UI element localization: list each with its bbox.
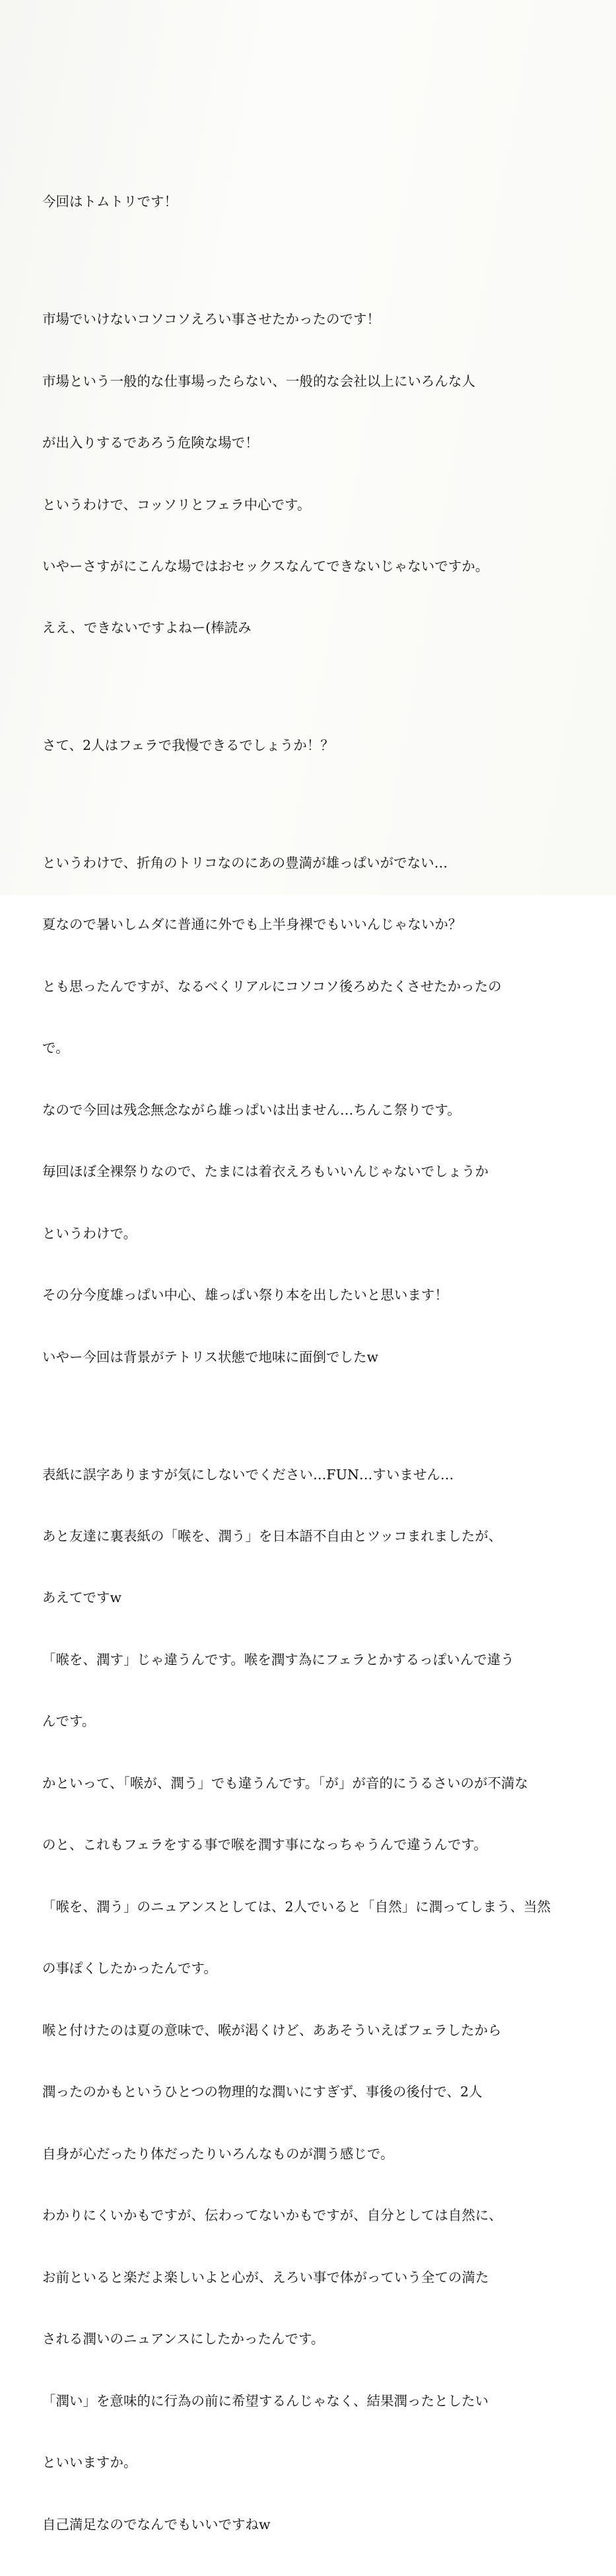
text-line: が出入りするであろう危険な場で！ [42,435,259,451]
text-line: のと、これもフェラをする事で喉を潤す事になっちゃうんで違うんです。 [42,1837,487,1853]
text-line: 毎回ほぼ全裸祭りなので、たまには着衣えろもいいんじゃないでしょうか [42,1163,489,1180]
text-line: 「喉を、潤す」じゃ違うんです。喉を潤す為にフェラとかするっぽいんで違う [42,1651,514,1668]
text-line: んです。 [42,1713,96,1730]
text-line: 潤ったのかもというひとつの物理的な潤いにすぎず、事後の後付で、2人 [42,2084,483,2100]
text-line: で。 [42,1040,69,1056]
text-line: 表紙に誤字ありますが気にしないでください…FUN…すいません… [42,1466,454,1483]
text-line: 「喉を、潤う」のニュアンスとしては、2人でいると「自然」に潤ってしまう、当然 [42,1898,551,1915]
text-line: 今回はトムトリです！ [42,194,178,210]
text-line: 自己満足なのでなんでもいいですねw [42,2516,271,2532]
text-line: の事ぽくしたかったんです。 [42,1960,217,1977]
text-line: お前といると楽だよ楽しいよと心が、えろい事で体がっていう全ての満た [42,2269,489,2285]
paragraph-setting [42,268,584,680]
paragraph-question [42,694,584,797]
text-line: あと友達に裏表紙の「喉を、潤う」を日本語不自由とツッコまれましたが、 [42,1528,502,1544]
text-line: その分今度雄っぱい中心、雄っぱい祭り本を出したいと思います！ [42,1287,448,1304]
text-line: ええ、できないですよねー(棒読み [42,620,252,636]
text-line: かといって、「喉が、潤う」でも違うんです。「が」が音的にうるさいのが不満な [42,1775,528,1791]
text-line: 夏なので暑いしムダに普通に外でも上半身裸でもいいんじゃないか？ [42,916,462,933]
text-line: さて、2人はフェラで我慢できるでしょうか！？ [42,737,334,754]
afterword-text-block [42,151,584,2576]
text-line: 市場でいけないコソコソえろい事させたかったのです！ [42,311,381,328]
text-line: なので今回は残念無念ながら雄っぱいは出ません…ちんこ祭りです。 [42,1101,461,1118]
text-line: というわけで、コッソリとフェラ中心です。 [42,496,311,513]
text-line: 「潤い」を意味的に行為の前に希望するんじゃなく、結果潤ったとしたい [42,2392,489,2409]
text-line: といいますか。 [42,2454,137,2471]
text-line: というわけで、折角のトリコなのにあの豊満が雄っぱいがでない… [42,855,448,871]
text-line: 市場という一般的な仕事場ったらない、一般的な会社以上にいろんな人 [42,373,475,389]
paragraph-intro [42,151,584,254]
paragraph-title-notes [42,1423,584,2576]
text-line: というわけで。 [42,1225,137,1241]
text-line: 喉と付けたのは夏の意味で、喉が渇くけど、ああそういえばフェラしたから [42,2022,502,2038]
text-line: いやー今回は背景がテトリス状態で地味に面倒でしたw [42,1348,379,1365]
text-line: あえてですw [42,1590,122,1606]
paragraph-design-notes [42,812,584,1409]
text-line: される潤いのニュアンスにしたかったんです。 [42,2331,325,2347]
text-line: とも思ったんですが、なるべくリアルにコソコソ後ろめたくさせたかったの [42,978,502,994]
text-line: いやーさすがにこんな場ではおセックスなんてできないじゃないですか。 [42,558,489,574]
text-line: わかりにくいかもですが、伝わってないかもですが、自分としては自然に、 [42,2207,502,2224]
text-line: 自身が心だったり体だったりいろんなものが潤う感じで。 [42,2145,394,2162]
